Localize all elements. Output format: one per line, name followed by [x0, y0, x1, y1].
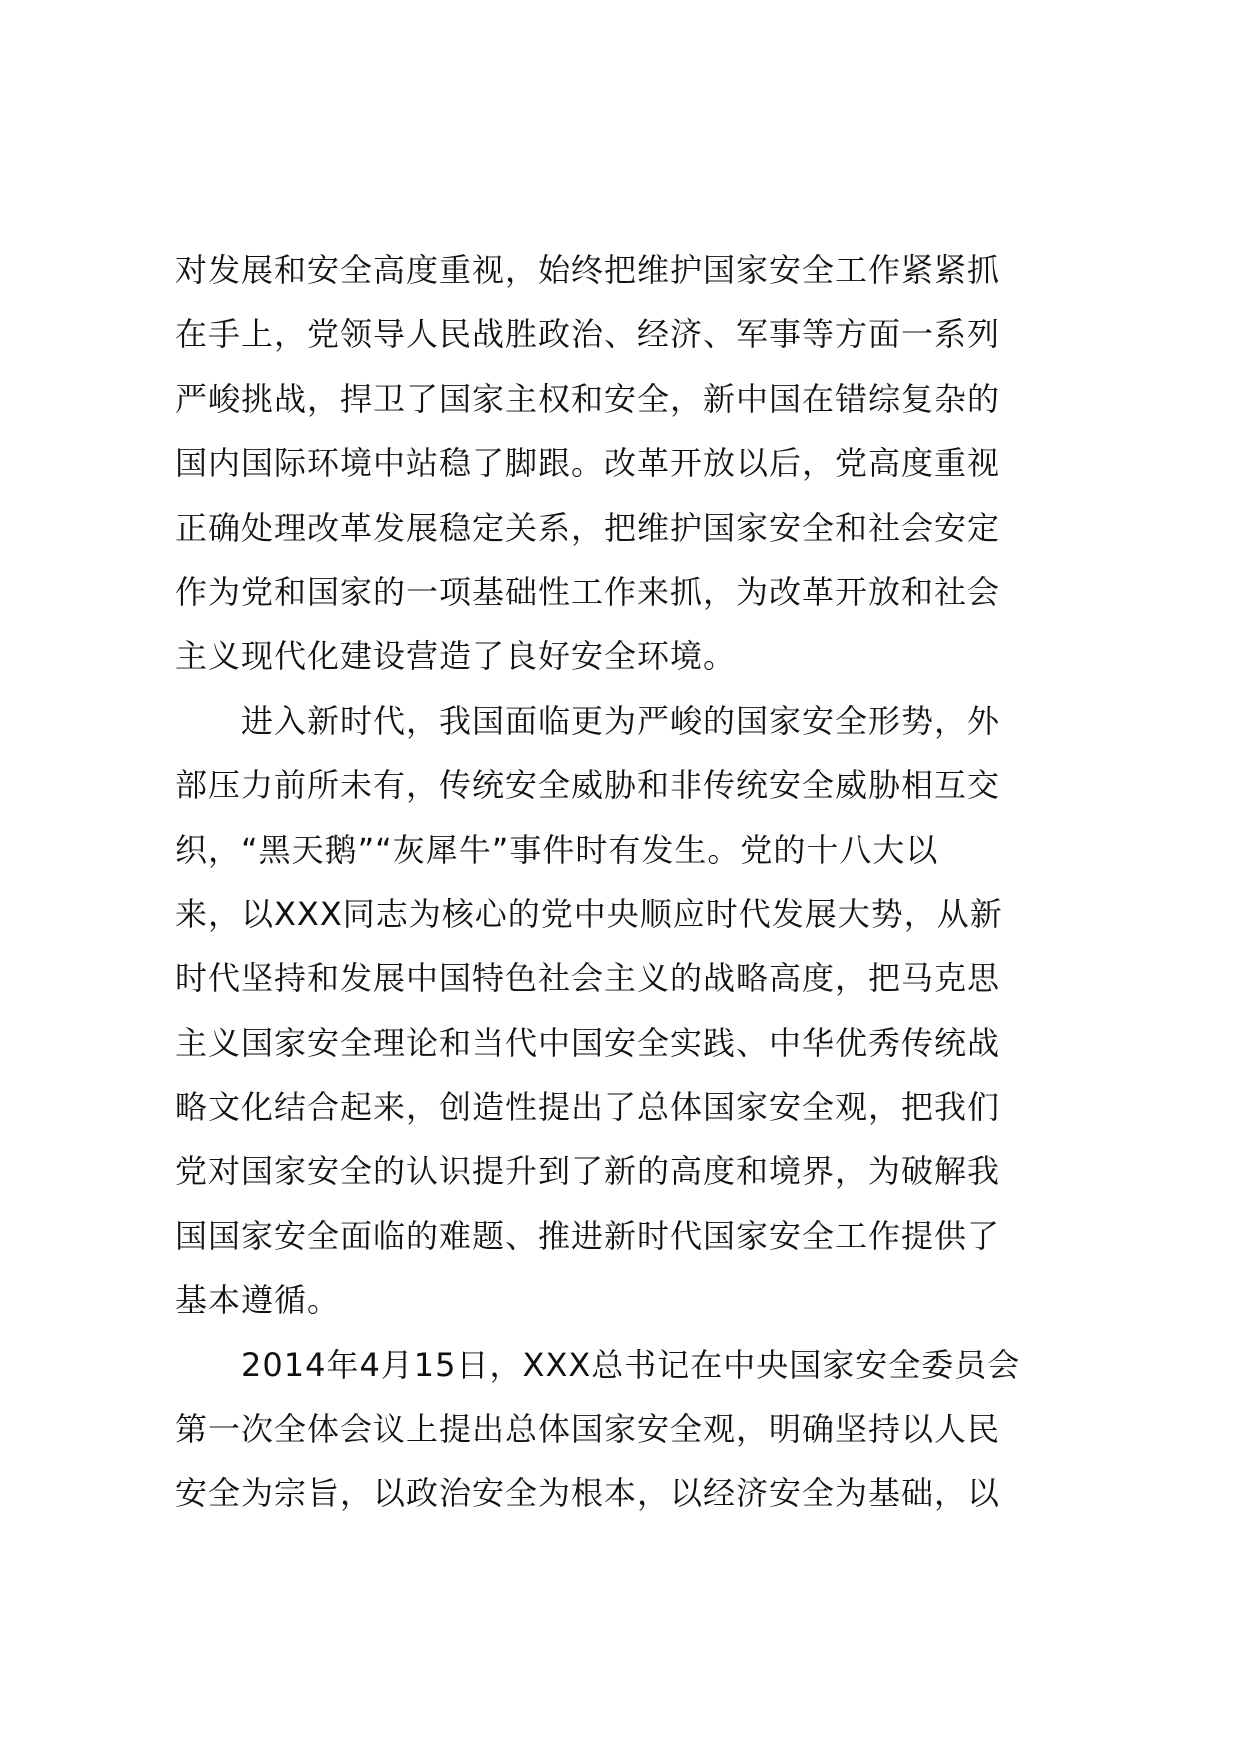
body-text — [175, 238, 1095, 1526]
text-line: 主义国家安全理论和当代中国安全实践、中华优秀传统战 — [175, 1023, 1001, 1062]
text-line: 国内国际环境中站稳了脚跟。改革开放以后，党高度重视 — [175, 444, 1001, 483]
text-line: 部压力前所未有，传统安全威胁和非传统安全威胁相互交 — [175, 766, 1001, 805]
paragraph-first-line: 2014年4月15日，XXX总书记在中央国家安全委员会 — [241, 1345, 1021, 1384]
text-line: 国国家安全面临的难题、推进新时代国家安全工作提供了 — [175, 1216, 1001, 1255]
text-line: 正确处理改革发展稳定关系，把维护国家安全和社会安定 — [175, 508, 1001, 547]
text-line: 基本遵循。 — [175, 1281, 341, 1320]
text-line: 安全为宗旨，以政治安全为根本，以经济安全为基础，以 — [175, 1474, 1001, 1513]
text-line: 主义现代化建设营造了良好安全环境。 — [175, 637, 737, 676]
text-line: 略文化结合起来，创造性提出了总体国家安全观，把我们 — [175, 1088, 1001, 1127]
text-line: 在手上，党领导人民战胜政治、经济、军事等方面一系列 — [175, 315, 1001, 354]
text-line: 党对国家安全的认识提升到了新的高度和境界，为破解我 — [175, 1152, 1001, 1191]
text-line: 来，以XXX同志为核心的党中央顺应时代发展大势，从新 — [175, 894, 1003, 933]
text-line: 对发展和安全高度重视，始终把维护国家安全工作紧紧抓 — [175, 251, 1001, 289]
text-line: 作为党和国家的一项基础性工作来抓，为改革开放和社会 — [175, 572, 1001, 611]
paragraph-first-line: 进入新时代，我国面临更为严峻的国家安全形势，外 — [241, 701, 1001, 740]
text-line: 织，“黑天鹅”“灰犀牛”事件时有发生。党的十八大以 — [175, 830, 939, 869]
text-line: 第一次全体会议上提出总体国家安全观，明确坚持以人民 — [175, 1410, 1001, 1449]
text-line: 严峻挑战，捍卫了国家主权和安全，新中国在错综复杂的 — [175, 379, 1001, 418]
text-line: 时代坚持和发展中国特色社会主义的战略高度，把马克思 — [175, 959, 1001, 998]
